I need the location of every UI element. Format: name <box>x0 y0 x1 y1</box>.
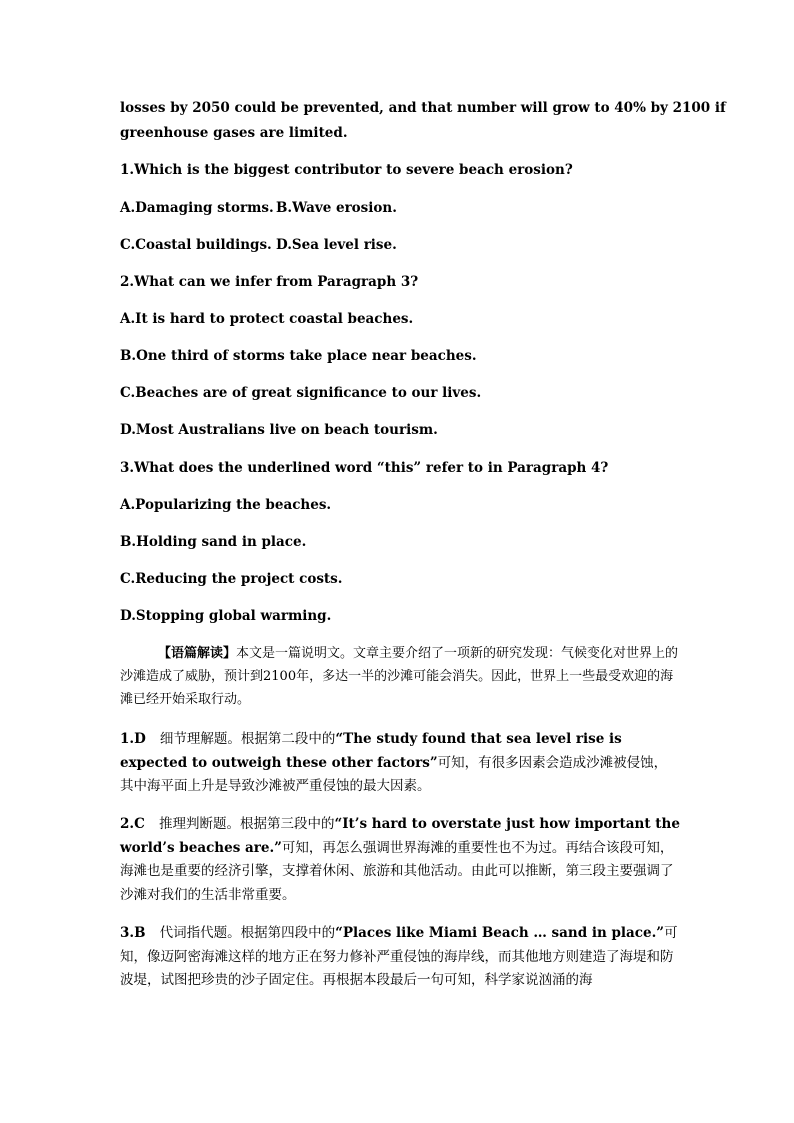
answer-1-type: 细节理解题。根据第二段中的 <box>159 731 336 747</box>
question-2-option-d: D.Most Australians live on beach tourism. <box>120 422 438 438</box>
question-1-stem: 1.Which is the biggest contributor to severe beach erosion? <box>120 162 573 178</box>
question-1-option-a: A.Damaging storms. <box>120 200 274 216</box>
question-3-option-b: B.Holding sand in place. <box>120 534 307 550</box>
analysis-paragraph <box>120 642 680 711</box>
answer-3-label: 3.B <box>120 925 146 941</box>
answer-3-type: 代词指代题。根据第四段中的 <box>159 925 336 941</box>
passage-line-1: losses by 2050 could be prevented, and that number will grow to 40% by 2100 if <box>120 100 726 116</box>
question-2-stem: 2.What can we infer from Paragraph 3? <box>120 274 419 290</box>
question-1-option-b: B.Wave erosion. <box>276 200 397 216</box>
question-1-option-c: C.Coastal buildings. <box>120 237 272 253</box>
question-1-option-d: D.Sea level rise. <box>276 237 397 253</box>
answer-1-label: 1.D <box>120 731 146 747</box>
passage-line-2: greenhouse gases are limited. <box>120 125 348 141</box>
answer-1-text: 可知，有很多因素会造成沙滩被侵蚀，其中海平面上升是导致沙滩被严重侵蚀的最大因素。 <box>120 754 668 794</box>
answer-3 <box>120 922 680 993</box>
answer-2-type: 推理判断题。根据第三段中的 <box>158 816 335 832</box>
question-3-option-c: C.Reducing the project costs. <box>120 571 343 587</box>
question-2-option-b: B.One third of storms take place near beaches. <box>120 348 477 364</box>
answer-1 <box>120 728 680 799</box>
answer-2 <box>120 813 680 907</box>
answer-2-quote: “It’s hard to overstate just how important the world’s beaches are.” <box>120 816 680 856</box>
question-3-option-a: A.Popularizing the beaches. <box>120 497 332 513</box>
answer-2-label: 2.C <box>120 816 145 832</box>
answer-3-quote: “Places like Miami Beach … sand in place.” <box>335 925 665 941</box>
question-3-stem: 3.What does the underlined word “this” refer to in Paragraph 4? <box>120 460 609 476</box>
question-2-option-c: C.Beaches are of great significance to our lives. <box>120 385 482 401</box>
question-2-option-a: A.It is hard to protect coastal beaches. <box>120 311 414 327</box>
answer-1-quote: “The study found that sea level rise is expected to outweigh these other factors” <box>120 731 622 771</box>
analysis-tag: 【语篇解读】 <box>158 646 237 661</box>
answer-2-text: 可知，再怎么强调世界海滩的重要性也不为过。再结合该段可知，海滩也是重要的经济引擎，支撑着休闲、旅游和其他活动。由此可以推断，第三段主要强调了沙滩对我们的生活非常重要。 <box>120 839 674 903</box>
answer-3-text: 可知，像迈阿密海滩这样的地方正在努力修补严重侵蚀的海岸线，而其他地方则建造了海堤和防波堤，试图把珍贵的沙子固定住。再根据本段最后一句可知，科学家说汹涌的海 <box>120 925 678 988</box>
analysis-text: 本文是一篇说明文。文章主要介绍了一项新的研究发现：气候变化对世界上的沙滩造成了威胁，预计到2100年，多达一半的沙滩可能会消失。因此，世界上一些最受欢迎的海滩已经开始采取行动。 <box>120 646 679 707</box>
question-3-option-d: D.Stopping global warming. <box>120 608 332 624</box>
